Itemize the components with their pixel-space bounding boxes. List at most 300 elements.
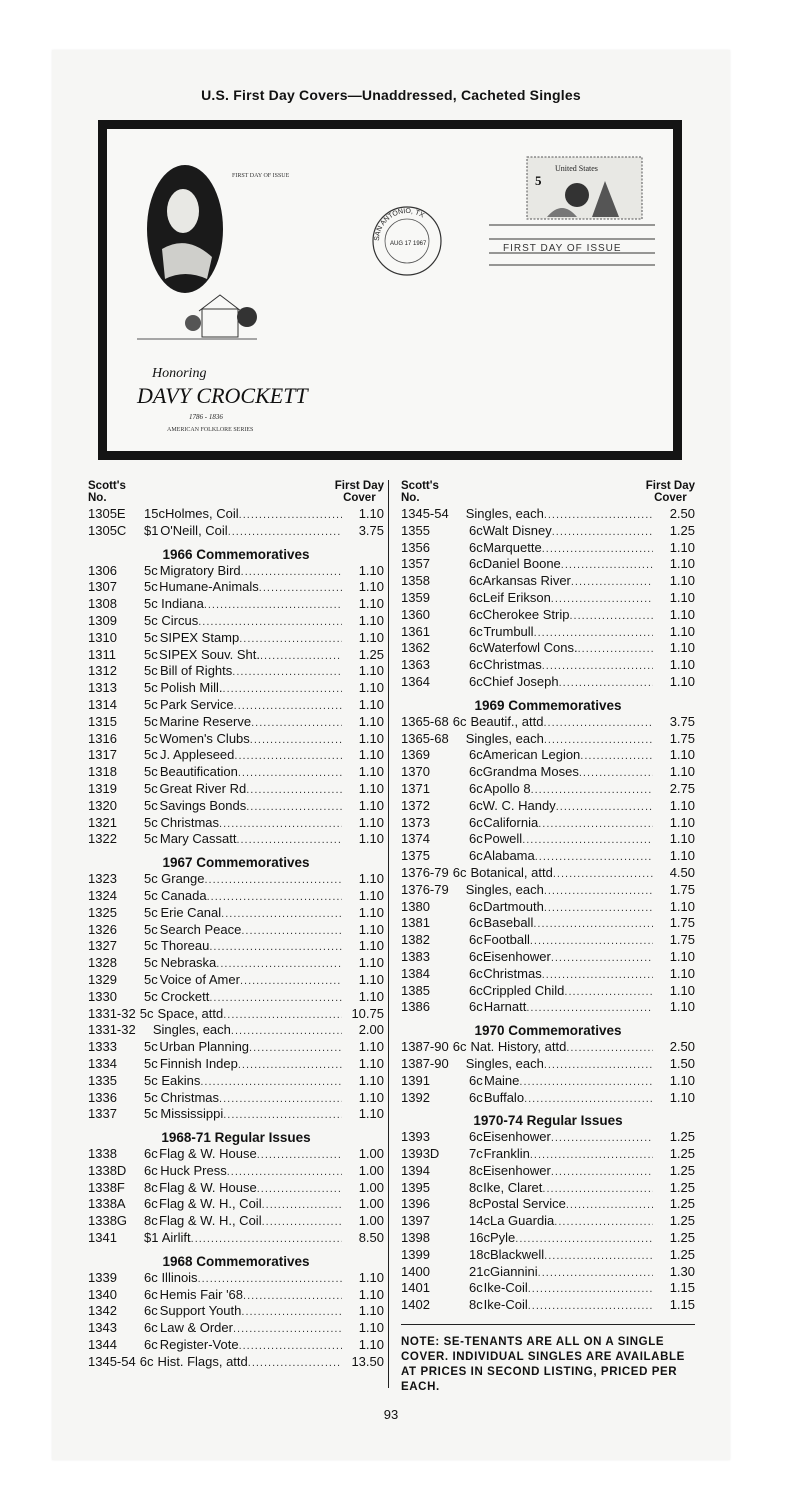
- denomination: 6c: [469, 1280, 483, 1296]
- listing-row: [88, 731, 384, 748]
- denomination: 5c: [144, 1072, 158, 1088]
- scott-number: 1316: [88, 730, 117, 746]
- cover-price: 1.10: [669, 556, 695, 572]
- cover-price: 1.00: [358, 1146, 384, 1162]
- cover-price: 1.10: [669, 948, 695, 964]
- scott-number: 1338F: [88, 1179, 125, 1195]
- cover-price: 1.00: [358, 1196, 384, 1212]
- stamp-description: American Legion .....: [483, 747, 653, 765]
- cover-price: 2.75: [669, 780, 695, 796]
- cachet-honoring: Honoring: [152, 366, 207, 381]
- cover-price: 1.10: [358, 579, 384, 595]
- stamp-description: Football .....: [484, 932, 653, 950]
- cover-price: 1.10: [358, 629, 384, 645]
- scott-number: 1344: [88, 1337, 117, 1353]
- listing-row: [401, 1196, 695, 1213]
- listing-row: [401, 1056, 695, 1073]
- denomination: 6c: [469, 948, 483, 964]
- cover-price: 1.00: [358, 1213, 384, 1229]
- stamp-description: Nebraska .....: [161, 955, 342, 973]
- denomination: 7c: [469, 1146, 483, 1162]
- denomination: 6c: [144, 1286, 158, 1302]
- scott-number: 1341: [88, 1230, 117, 1246]
- cover-price: 1.10: [358, 1055, 384, 1071]
- denomination: 5c: [144, 747, 158, 763]
- cover-price: 1.10: [669, 999, 695, 1015]
- stamp-description: Holmes, Coil .....: [165, 506, 342, 524]
- denomination: 6c: [469, 797, 483, 813]
- denomination: 5c: [144, 814, 158, 830]
- listing-row: [88, 579, 384, 596]
- listing-row: [401, 1180, 695, 1197]
- listing-row: [401, 1247, 695, 1264]
- cover-price: 1.10: [669, 965, 695, 981]
- denomination: 5c: [144, 730, 158, 746]
- scott-number: 1338: [88, 1146, 117, 1162]
- se-tenant-note: NOTE: SE-TENANTS ARE ALL ON A SINGLE COVER. INDIVIDUAL SINGLES ARE AVAILABLE AT PRICES IN SECOND LISTING, PRICED PER EACH.: [401, 1324, 695, 1395]
- stamp-description: Franklin .....: [484, 1146, 653, 1164]
- scott-number: 1380: [401, 898, 430, 914]
- denomination: 5c: [144, 988, 158, 1004]
- denomination: 5c: [144, 831, 158, 847]
- cover-price: 1.10: [669, 814, 695, 830]
- scott-number: 1360: [401, 606, 430, 622]
- stamp-description: Botanical, attd .....: [470, 865, 653, 883]
- listing-row: [401, 624, 695, 641]
- cover-price: 1.10: [358, 663, 384, 679]
- listing-row: [401, 966, 695, 983]
- cover-price: 1.10: [669, 764, 695, 780]
- stamp-description: Giannini .....: [490, 1264, 653, 1282]
- stamp-description: SIPEX Stamp .....: [160, 630, 342, 648]
- listing-row: [88, 630, 384, 647]
- listing-row: [401, 831, 695, 848]
- scott-number: 1333: [88, 1039, 117, 1055]
- stamp-description: Crockett .....: [161, 989, 342, 1007]
- listing-row: [88, 922, 384, 939]
- stamp-description: Singles, each .....: [466, 882, 653, 900]
- stamp-description: Flag & W. H., Coil .....: [159, 1196, 342, 1214]
- scott-number: 1331-32: [88, 1005, 136, 1021]
- stamp-description: Great River Rd .....: [160, 781, 342, 799]
- denomination: 6c: [469, 673, 483, 689]
- scott-number: 1369: [401, 747, 430, 763]
- scott-number: 1338G: [88, 1213, 128, 1229]
- scott-number: 1399: [401, 1246, 430, 1262]
- scotts-no-header: Scott's No.: [401, 480, 439, 504]
- denomination: 6c: [469, 1129, 483, 1145]
- scott-number: 1370: [401, 764, 430, 780]
- denomination: 6c: [144, 1196, 158, 1212]
- cover-price: 1.10: [358, 1303, 384, 1319]
- postmark: [373, 207, 441, 275]
- right-1970r-rows: [401, 1129, 695, 1314]
- stamp-description: Apollo 8 .....: [484, 781, 653, 799]
- stamp-description: Grange .....: [161, 871, 342, 889]
- denomination: 6c: [144, 1320, 158, 1336]
- denomination: 8c: [469, 1179, 483, 1195]
- stamp-description: Flag & W. H., Coil .....: [159, 1213, 342, 1231]
- stamp-description: Daniel Boone .....: [483, 556, 653, 574]
- scott-number: 1313: [88, 680, 117, 696]
- stamp-description: Buffalo .....: [484, 1090, 653, 1108]
- cover-price: 1.10: [669, 623, 695, 639]
- cover-price: 1.15: [669, 1297, 695, 1313]
- denomination: 6c: [469, 965, 483, 981]
- denomination: 6c: [469, 780, 483, 796]
- cachet-house-sketch: [137, 295, 257, 339]
- scott-number: 1311: [88, 646, 116, 662]
- denomination: 6c: [469, 657, 483, 673]
- listing-row: [88, 1303, 384, 1320]
- denomination: 6c: [469, 623, 483, 639]
- scott-number: 1334: [88, 1055, 117, 1071]
- stamp-description: La Guardia .....: [490, 1213, 653, 1231]
- listing-row: [401, 999, 695, 1016]
- scott-number: 1355: [401, 522, 430, 538]
- scott-number: 1397: [401, 1213, 430, 1229]
- stamp-description: Thoreau .....: [161, 938, 342, 956]
- cachet-series: AMERICAN FOLKLORE SERIES: [167, 427, 254, 433]
- denomination: 6c: [452, 713, 467, 729]
- listing-row: [401, 949, 695, 966]
- denomination: 5c: [144, 797, 158, 813]
- cover-price: 1.10: [358, 1337, 384, 1353]
- listing-row: [401, 1163, 695, 1180]
- scott-number: 1374: [401, 831, 430, 847]
- stamp-description: Ike-Coil .....: [484, 1280, 653, 1298]
- listing-row: [401, 1213, 695, 1230]
- scott-number: 1383: [401, 948, 430, 964]
- listing-row: [401, 1039, 695, 1056]
- stamp-description: Eisenhower .....: [483, 949, 653, 967]
- stamp-description: Circus .....: [161, 613, 342, 631]
- first-day-cover-header: First Day Cover: [645, 480, 695, 504]
- stamp-description: Cherokee Strip .....: [483, 607, 653, 625]
- cover-price: 1.10: [358, 955, 384, 971]
- stamp-description: Erie Canal .....: [160, 905, 342, 923]
- cover-price: 1.10: [669, 657, 695, 673]
- column-header: [88, 480, 384, 504]
- stamp-description: Alabama .....: [483, 848, 653, 866]
- listing-row: [401, 640, 695, 657]
- left-1966-rows: [88, 563, 384, 849]
- stamp-description: Dartmouth .....: [483, 899, 653, 917]
- scott-number: 1386: [401, 999, 430, 1015]
- denomination: 6c: [469, 764, 483, 780]
- stamp-description: Flag & W. House .....: [159, 1180, 342, 1198]
- scott-number: 1307: [88, 579, 117, 595]
- scott-number: 1314: [88, 696, 117, 712]
- cover-price: 1.10: [358, 1269, 384, 1285]
- scott-number: 1318: [88, 764, 117, 780]
- denomination: 14c: [469, 1213, 490, 1229]
- denomination: 6c: [469, 589, 483, 605]
- listing-row: [88, 798, 384, 815]
- denomination: 6c: [469, 606, 483, 622]
- scott-number: 1310: [88, 629, 117, 645]
- cover-price: 1.25: [358, 646, 384, 662]
- stamp-description: Ike-Coil .....: [484, 1297, 653, 1315]
- scott-number: 1392: [401, 1089, 430, 1105]
- denomination: 6c: [469, 1072, 483, 1088]
- listing-row: [401, 781, 695, 798]
- scott-number: 1319: [88, 780, 117, 796]
- listing-row: [88, 697, 384, 714]
- scott-number: 1387-90: [401, 1039, 449, 1055]
- section-title-1966: 1966 Commemoratives: [162, 546, 310, 562]
- denomination: 5c: [144, 713, 158, 729]
- listing-row: [88, 1354, 384, 1371]
- listing-row: [88, 563, 384, 580]
- cover-price: 1.10: [358, 680, 384, 696]
- listing-row: [88, 680, 384, 697]
- stamp-description: Eakins .....: [161, 1073, 342, 1091]
- cover-price: 1.25: [669, 1146, 695, 1162]
- cover-price: 2.50: [669, 506, 695, 521]
- scott-number: 1320: [88, 797, 117, 813]
- listing-row: [88, 955, 384, 972]
- scott-number: 1324: [88, 887, 117, 903]
- denomination: 5c: [144, 696, 158, 712]
- scott-number: 1312: [88, 663, 117, 679]
- section-title-1970-74-regular: 1970-74 Regular Issues: [473, 1113, 623, 1129]
- cover-price: 1.10: [669, 831, 695, 847]
- cover-price: 1.75: [669, 932, 695, 948]
- denomination: 5c: [144, 871, 158, 887]
- left-1967-rows: [88, 871, 384, 1123]
- stamp-description: Waterfowl Cons. .....: [483, 640, 653, 658]
- cover-price: 1.10: [669, 640, 695, 656]
- stamp-description: Crippled Child .....: [483, 983, 653, 1001]
- page-number: 93: [383, 1407, 399, 1422]
- listing-row: [401, 590, 695, 607]
- listing-row: [88, 596, 384, 613]
- stamp-description: Christmas .....: [161, 1090, 342, 1108]
- stamp-description: Blackwell .....: [490, 1247, 653, 1265]
- listing-row: [88, 1230, 384, 1247]
- denomination: 6c: [469, 556, 483, 572]
- cover-price: 3.75: [669, 713, 695, 729]
- cover-price: 1.10: [358, 612, 384, 628]
- listing-row: [88, 1337, 384, 1354]
- stamp-description: Leif Erikson .....: [483, 590, 653, 608]
- left-top-rows: [88, 506, 384, 540]
- listing-row: [88, 714, 384, 731]
- listing-row: [401, 1129, 695, 1146]
- postmark-city: SAN ANTONIO, TX: [373, 207, 426, 242]
- page-title: U.S. First Day Covers—Unaddressed, Cacheted Singles: [201, 87, 581, 103]
- stamp-description: SIPEX Souv. Sht. .....: [159, 647, 342, 665]
- listing-row: [88, 831, 384, 848]
- listing-row: [88, 888, 384, 905]
- cover-price: 1.25: [669, 522, 695, 538]
- cover-price: 4.50: [669, 864, 695, 880]
- cover-price: 8.50: [358, 1230, 384, 1246]
- listing-row: [401, 798, 695, 815]
- denomination: 5c: [144, 764, 158, 780]
- stamp-description: Humane-Animals .....: [159, 579, 342, 597]
- listing-row: [401, 1230, 695, 1247]
- cover-price: 1.10: [358, 764, 384, 780]
- cover-price: 2.50: [669, 1039, 695, 1055]
- scott-number: 1371: [401, 780, 430, 796]
- cover-price: 2.00: [358, 1022, 384, 1038]
- denomination: 6c: [469, 999, 483, 1015]
- cover-price: 1.30: [669, 1263, 695, 1279]
- scott-number: 1401: [401, 1280, 430, 1296]
- listing-row: [401, 815, 695, 832]
- cover-price: 1.15: [669, 1280, 695, 1296]
- scott-number: 1315: [88, 713, 117, 729]
- denomination: 5c: [144, 629, 158, 645]
- denomination: 8c: [144, 1179, 158, 1195]
- denomination: $1: [144, 1230, 159, 1246]
- cover-price: 1.75: [669, 730, 695, 746]
- denomination: 6c: [144, 1337, 158, 1353]
- cover-price: 1.75: [669, 881, 695, 897]
- scott-number: 1359: [401, 589, 430, 605]
- stamp-description: Beautification .....: [160, 764, 342, 782]
- stamp-description: Powell .....: [484, 831, 653, 849]
- scott-number: 1382: [401, 932, 430, 948]
- scott-number: 1393: [401, 1129, 430, 1145]
- stamp-description: Trumbull .....: [483, 624, 653, 642]
- cover-price: 1.25: [669, 1129, 695, 1145]
- listing-row: [88, 1180, 384, 1197]
- cover-artwork: [107, 129, 673, 451]
- stamp-description: Ike, Claret .....: [483, 1180, 653, 1198]
- scott-number: 1372: [401, 797, 430, 813]
- cover-price: 1.50: [669, 1055, 695, 1071]
- listing-row: [88, 1090, 384, 1107]
- denomination: 6c: [469, 573, 483, 589]
- listing-row: [88, 1270, 384, 1287]
- denomination: 5c: [144, 663, 158, 679]
- listing-row: [401, 714, 695, 731]
- denomination: 5c: [144, 1055, 158, 1071]
- denomination: 5c: [144, 1106, 158, 1122]
- cover-price: 1.10: [358, 562, 384, 578]
- denomination: 6c: [469, 522, 483, 538]
- stamp-description: Space, attd .....: [157, 1006, 342, 1024]
- denomination: 8c: [469, 1297, 483, 1313]
- scott-number: 1363: [401, 657, 430, 673]
- listing-row: [88, 989, 384, 1006]
- cover-price: 1.00: [358, 1179, 384, 1195]
- stamp-description: California .....: [483, 815, 653, 833]
- scott-number: 1365-68: [401, 713, 449, 729]
- scott-number: 1317: [88, 747, 117, 763]
- scott-number: 1391: [401, 1072, 430, 1088]
- listing-row: [401, 932, 695, 949]
- stamp-description: Park Service .....: [160, 697, 342, 715]
- listing-row: [88, 1163, 384, 1180]
- section-title-1968-71-regular: 1968-71 Regular Issues: [161, 1130, 311, 1146]
- listing-row: [401, 674, 695, 691]
- section-title-1970: 1970 Commemoratives: [474, 1023, 622, 1039]
- cover-price: 1.10: [669, 848, 695, 864]
- stamp-description: Mary Cassatt .....: [160, 831, 342, 849]
- denomination: 5c: [144, 938, 158, 954]
- scott-number: 1328: [88, 955, 117, 971]
- cover-price: 1.10: [358, 1106, 384, 1122]
- stamp-description: Christmas .....: [483, 657, 653, 675]
- cover-price: 1.25: [669, 1179, 695, 1195]
- scott-number: 1322: [88, 831, 117, 847]
- stamp-description: Chief Joseph .....: [483, 674, 653, 692]
- scott-number: 1326: [88, 921, 117, 937]
- scott-number: 1339: [88, 1269, 117, 1285]
- listing-row: [88, 1320, 384, 1337]
- denomination: 6c: [469, 814, 483, 830]
- scott-number: 1356: [401, 539, 430, 555]
- cover-price: 1.10: [669, 747, 695, 763]
- listing-row: [88, 1146, 384, 1163]
- catalog-page: [52, 50, 730, 1460]
- scott-number: 1321: [88, 814, 117, 830]
- denomination: 5c: [139, 1005, 154, 1021]
- scott-number: 1331-32: [88, 1022, 136, 1038]
- cover-price: 1.10: [358, 831, 384, 847]
- postmark-date: AUG 17 1967: [390, 241, 427, 247]
- cover-price: 1.10: [669, 898, 695, 914]
- listing-row: [88, 506, 384, 523]
- stamp-description: J. Appleseed .....: [160, 747, 342, 765]
- scott-number: 1306: [88, 562, 117, 578]
- cachet-small-text: FIRST DAY OF ISSUE: [232, 173, 290, 179]
- stamp-value: 5: [535, 173, 542, 188]
- denomination: 8c: [144, 1213, 158, 1229]
- denomination: 6c: [469, 932, 483, 948]
- stamp-description: Postal Service .....: [483, 1196, 653, 1214]
- listing-row: [88, 815, 384, 832]
- stamp-description: Singles, each .....: [466, 1056, 653, 1074]
- listing-row: [401, 865, 695, 882]
- cover-price: 1.10: [358, 506, 384, 521]
- listing-row: [401, 506, 695, 523]
- listing-row: [88, 1213, 384, 1230]
- denomination: 5c: [144, 562, 158, 578]
- denomination: 5c: [144, 887, 158, 903]
- stamp-text: United States: [555, 164, 598, 173]
- stamp-description: Bill of Rights .....: [160, 663, 342, 681]
- scott-number: 1376-79: [401, 864, 449, 880]
- denomination: 6c: [144, 1303, 158, 1319]
- scott-number: 1396: [401, 1196, 430, 1212]
- cover-price: 1.10: [358, 1072, 384, 1088]
- cover-price: 1.10: [669, 606, 695, 622]
- scotts-no-header: Scott's No.: [88, 480, 126, 504]
- stamp-description: Indiana .....: [161, 596, 342, 614]
- stamp-description: Flag & W. House .....: [159, 1146, 342, 1164]
- stamp-description: Pyle .....: [490, 1230, 653, 1248]
- cover-price: 1.00: [358, 1162, 384, 1178]
- stamp-description: Hist. Flags, attd .....: [157, 1354, 342, 1372]
- listing-row: [88, 1056, 384, 1073]
- cover-price: 1.10: [358, 904, 384, 920]
- denomination: 6c: [452, 1039, 467, 1055]
- scott-number: 1329: [88, 971, 117, 987]
- svg-text:SAN ANTONIO, TX: [374, 208, 426, 241]
- cover-price: 1.10: [358, 921, 384, 937]
- scott-number: 1338D: [88, 1162, 127, 1178]
- left-1968c-rows: [88, 1270, 384, 1371]
- cover-price: 1.10: [358, 1320, 384, 1336]
- listing-row: [88, 1022, 384, 1039]
- cover-price: 10.75: [351, 1005, 384, 1021]
- scott-number: 1336: [88, 1089, 117, 1105]
